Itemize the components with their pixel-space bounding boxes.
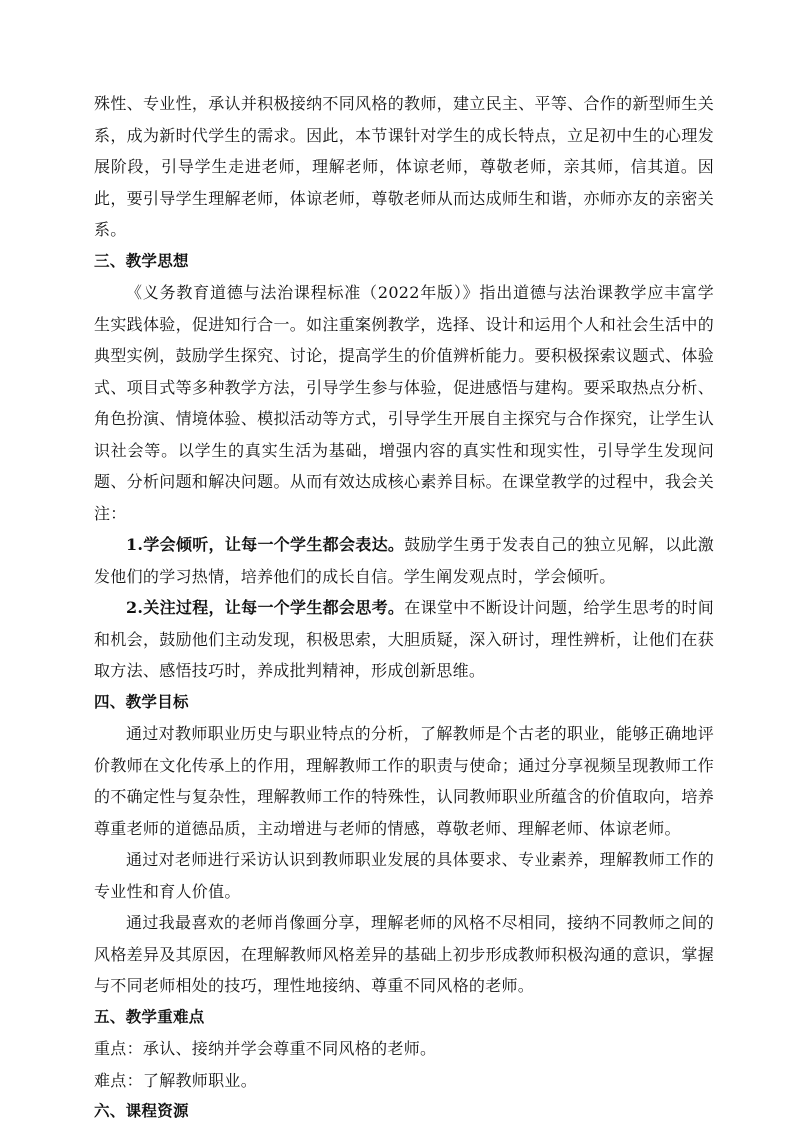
section-4-heading: 四、教学目标 [94, 692, 189, 711]
item-2-lead: 2.关注过程，让每一个学生都会思考。 [126, 598, 405, 617]
section-3-heading: 三、教学思想 [94, 251, 189, 270]
section-5-heading: 五、教学重难点 [94, 1007, 205, 1026]
intro-paragraph: 殊性、专业性，承认并积极接纳不同风格的教师，建立民主、平等、合作的新型师生关系，成为新时代学生的需求。因此，本节课针对学生的成长特点，立足初中生的心理发展阶段，引导学生走进老师，理解老师，体谅老师，尊敬老师，亲其师，信其道。因此，要引导学生理解老师，体谅老师，尊敬老师从而达成师生和谐，亦师亦友的亲密关系。 [94, 94, 714, 239]
section-3-item-1 [94, 529, 714, 592]
section-4-paragraph-2: 通过对老师进行采访认识到教师职业发展的具体要求、专业素养，理解教师工作的专业性和育人价值。 [94, 850, 714, 901]
item-1-text: 鼓励学生勇于发表自己的独立见解，以此激发他们的学习热情，培养他们的成长自信。学生阐发观点时，学会倾听。 [94, 535, 714, 586]
section-3-paragraph: 《义务教育道德与法治课程标准（2022年版）》指出道德与法治课教学应丰富学生实践体验，促进知行合一。如注重案例教学，选择、设计和运用个人和社会生活中的典型实例，鼓励学生探究、讨论，提高学生的价值辨析能力。要积极探索议题式、体验式、项目式等多种教学方法，引导学生参与体验，促进感悟与建构。要采取热点分析、角色扮演、情境体验、模拟活动等方式，引导学生开展自主探究与合作探究，让学生认识社会等。以学生的真实生活为基础，增强内容的真实性和现实性，引导学生发现问题、分析问题和解决问题。从而有效达成核心素养目标。在课堂教学的过程中，我会关注： [94, 283, 714, 523]
section-6-heading: 六、课程资源 [94, 1102, 189, 1120]
section-3-item-2 [94, 592, 714, 687]
section-4-paragraph-1: 通过对教师职业历史与职业特点的分析，了解教师是个古老的职业，能够正确地评价教师在文化传承上的作用，理解教师工作的职责与使命；通过分享视频呈现教师工作的不确定性与复杂性，理解教师工作的特殊性，认同教师职业所蕴含的价值取向，培养尊重老师的道德品质，主动增进与老师的情感，尊敬老师、理解老师、体谅老师。 [94, 724, 714, 838]
section-4-paragraph-3: 通过我最喜欢的老师肖像画分享，理解老师的风格不尽相同，接纳不同教师之间的风格差异及其原因，在理解教师风格差异的基础上初步形成教师积极沟通的意识，掌握与不同老师相处的技巧，理性地接纳、尊重不同风格的老师。 [94, 913, 714, 995]
document-page [94, 88, 714, 1128]
item-1-lead: 1.学会倾听，让每一个学生都会表达。 [126, 535, 405, 554]
key-point: 重点：承认、接纳并学会尊重不同风格的老师。 [94, 1039, 437, 1058]
difficult-point: 难点：了解教师职业。 [94, 1070, 258, 1090]
item-2-text: 在课堂中不断设计问题，给学生思考的时间和机会，鼓励他们主动发现，积极思索，大胆质疑，深入研讨，理性辨析，让他们在获取方法、感悟技巧时，养成批判精神，形成创新思维。 [94, 598, 714, 680]
